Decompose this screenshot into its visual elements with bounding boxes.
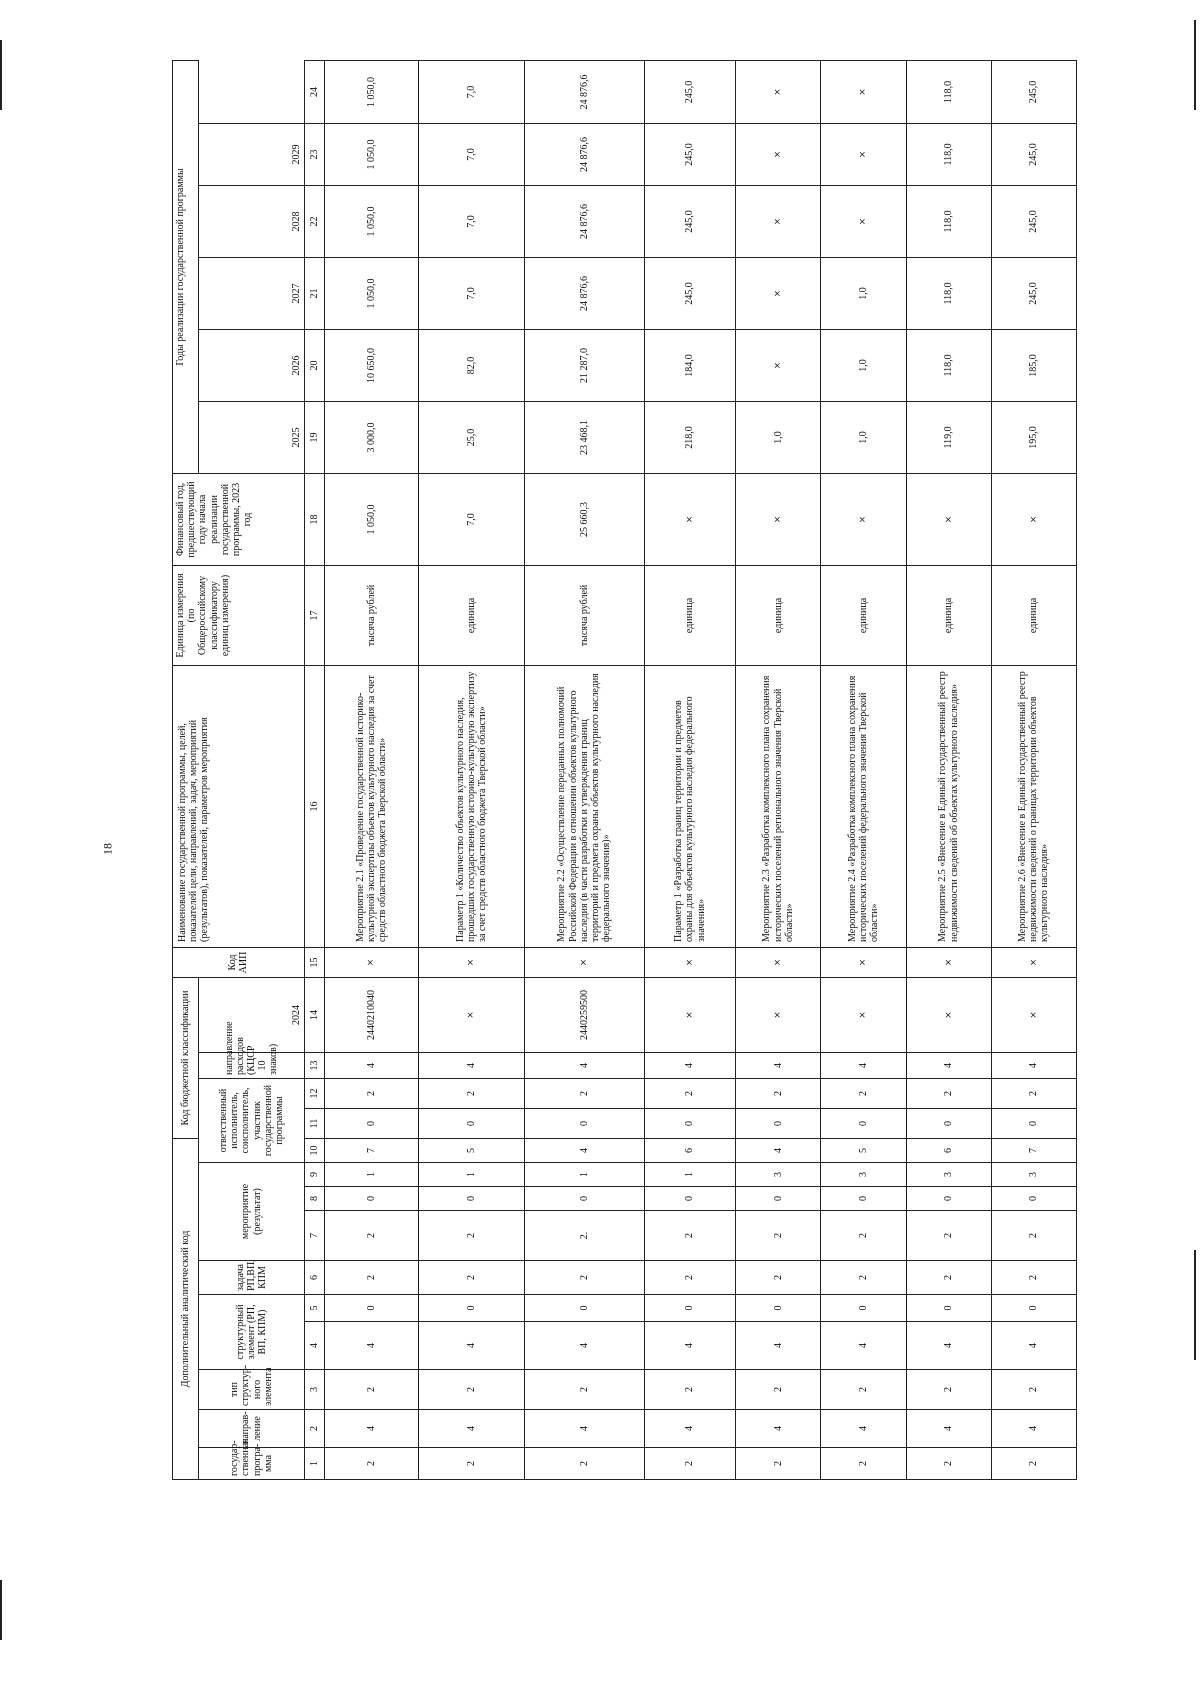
aip-cell: × <box>991 947 1076 977</box>
column-number: 9 <box>304 1163 324 1187</box>
code-cell: 2 <box>736 1261 821 1295</box>
year-value: × <box>736 60 821 123</box>
code-cell: 2 <box>906 1261 991 1295</box>
name-cell: Мероприятие 2.2 «Осуществление переданных полномочий Российской Федерации в отношении объектов культурного наследия (в части разработки и утверждения границ территорий и предмета охраны объектов культурного наследия федерального значения)» <box>525 665 645 947</box>
year-value: × <box>821 123 906 185</box>
code-cell: 4 <box>418 1410 525 1448</box>
year-value: × <box>736 257 821 329</box>
name-cell: Мероприятие 2.3 «Разработка комплексного плана сохранения исторических поселений регионального значения Тверской области» <box>736 665 821 947</box>
table-row <box>418 60 525 1479</box>
code-cell: 0 <box>525 1187 645 1211</box>
code-cell: 2 <box>906 1078 991 1108</box>
code-cell: 4 <box>525 1052 645 1078</box>
code-cell: 2 <box>736 1370 821 1410</box>
year-value: 245,0 <box>991 185 1076 257</box>
year-value: 82,0 <box>418 329 525 401</box>
code-cell: 0 <box>644 1295 735 1322</box>
code-cell: 4 <box>991 1410 1076 1448</box>
year-value: × <box>736 185 821 257</box>
code-cell: 2 <box>736 1448 821 1480</box>
scan-border-mark <box>1194 1250 1196 1360</box>
code-cell: 2 <box>525 1370 645 1410</box>
code-cell: 3 <box>906 1163 991 1187</box>
header-structural-element: структурный элемент (РП, ВП, КПМ) <box>199 1295 305 1370</box>
base-year-value: × <box>906 473 991 565</box>
kcsr-cell: × <box>644 977 735 1052</box>
year-value: 7,0 <box>418 123 525 185</box>
unit-cell: единица <box>906 565 991 665</box>
column-number: 20 <box>304 329 324 401</box>
name-cell: Мероприятие 2.4 «Разработка комплексного плана сохранения исторических поселений федерального значения Тверской области» <box>821 665 906 947</box>
code-cell: 2 <box>821 1211 906 1261</box>
code-cell: 1 <box>325 1163 418 1187</box>
column-number: 3 <box>304 1370 324 1410</box>
kcsr-cell: × <box>418 977 525 1052</box>
code-cell: 4 <box>736 1322 821 1370</box>
year-value: 7,0 <box>418 185 525 257</box>
code-cell: 4 <box>525 1138 645 1162</box>
year-value: 24 876,6 <box>525 185 645 257</box>
code-cell: 0 <box>991 1108 1076 1138</box>
unit-cell: единица <box>821 565 906 665</box>
program-table <box>172 60 1077 1480</box>
header-year: 2024 <box>199 977 305 1052</box>
code-cell: 2 <box>906 1370 991 1410</box>
unit-cell: тысяча рублей <box>525 565 645 665</box>
code-cell: 5 <box>418 1138 525 1162</box>
code-cell: 3 <box>736 1163 821 1187</box>
base-year-value: 1 050,0 <box>325 473 418 565</box>
code-cell: 4 <box>821 1052 906 1078</box>
code-cell: 2 <box>644 1211 735 1261</box>
code-cell: 2 <box>418 1448 525 1480</box>
code-cell: 2 <box>821 1261 906 1295</box>
code-cell: 4 <box>906 1322 991 1370</box>
code-cell: 0 <box>736 1295 821 1322</box>
unit-cell: единица <box>736 565 821 665</box>
code-cell: 4 <box>325 1410 418 1448</box>
code-cell: 2 <box>906 1211 991 1261</box>
code-cell: 0 <box>736 1187 821 1211</box>
year-value: 185,0 <box>991 329 1076 401</box>
unit-cell: единица <box>644 565 735 665</box>
code-cell: 0 <box>906 1295 991 1322</box>
column-number: 7 <box>304 1211 324 1261</box>
scan-border-mark <box>0 1580 2 1640</box>
scan-border-mark <box>0 40 2 110</box>
kcsr-cell: × <box>991 977 1076 1052</box>
year-value: 1,0 <box>821 401 906 473</box>
aip-cell: × <box>736 947 821 977</box>
year-value: 25,0 <box>418 401 525 473</box>
aip-cell: × <box>644 947 735 977</box>
header-year: 2029 <box>199 123 305 185</box>
header-state-program: государ-ственная програ-мма <box>199 1448 305 1480</box>
code-cell: 0 <box>991 1295 1076 1322</box>
code-cell: 0 <box>906 1187 991 1211</box>
code-cell: 0 <box>418 1108 525 1138</box>
code-cell: 1 <box>418 1163 525 1187</box>
column-number: 4 <box>304 1322 324 1370</box>
header-years: Годы реализации государственной программы <box>173 60 199 473</box>
code-cell: 0 <box>325 1108 418 1138</box>
year-value: 1 050,0 <box>325 257 418 329</box>
column-number: 16 <box>304 665 324 947</box>
code-cell: 7 <box>991 1138 1076 1162</box>
code-cell: 4 <box>525 1322 645 1370</box>
column-number: 15 <box>304 947 324 977</box>
column-number: 2 <box>304 1410 324 1448</box>
code-cell: 2 <box>991 1448 1076 1480</box>
code-cell: 4 <box>418 1052 525 1078</box>
code-cell: 2 <box>418 1078 525 1108</box>
code-cell: 2 <box>325 1211 418 1261</box>
code-cell: 2 <box>644 1370 735 1410</box>
code-cell: 4 <box>991 1052 1076 1078</box>
code-cell: 4 <box>991 1322 1076 1370</box>
base-year-value: × <box>736 473 821 565</box>
column-number: 17 <box>304 565 324 665</box>
base-year-value: 25 660,3 <box>525 473 645 565</box>
table-row <box>821 60 906 1479</box>
column-number: 1 <box>304 1448 324 1480</box>
year-value: 245,0 <box>644 257 735 329</box>
code-cell: 6 <box>906 1138 991 1162</box>
code-cell: 2 <box>325 1370 418 1410</box>
code-cell: 0 <box>991 1187 1076 1211</box>
column-number: 23 <box>304 123 324 185</box>
code-cell: 2 <box>991 1261 1076 1295</box>
header-unit: Единица измерения (по Общероссийскому классификатору единиц измерения) <box>173 565 305 665</box>
year-value: 21 287,0 <box>525 329 645 401</box>
column-number: 19 <box>304 401 324 473</box>
code-cell: 2 <box>325 1448 418 1480</box>
year-value: 24 876,6 <box>525 60 645 123</box>
year-value: 245,0 <box>991 257 1076 329</box>
code-cell: 2 <box>736 1078 821 1108</box>
code-cell: 2 <box>418 1261 525 1295</box>
code-cell: 2 <box>821 1370 906 1410</box>
header-budget-code: Код бюджетной классификации <box>173 977 199 1138</box>
year-value: 118,0 <box>906 329 991 401</box>
header-row-1 <box>173 60 199 1479</box>
kcsr-cell: × <box>821 977 906 1052</box>
code-cell: 2 <box>525 1448 645 1480</box>
base-year-value: × <box>644 473 735 565</box>
header-aip-code: Код АИП <box>173 947 305 977</box>
year-value: 119,0 <box>906 401 991 473</box>
header-responsible: ответственный исполнитель, соисполнитель, участник государственной программы <box>199 1078 305 1162</box>
column-number: 8 <box>304 1187 324 1211</box>
header-year: 2026 <box>199 329 305 401</box>
code-cell: 0 <box>736 1108 821 1138</box>
code-cell: 0 <box>644 1108 735 1138</box>
code-cell: 2 <box>821 1448 906 1480</box>
code-cell: 0 <box>821 1187 906 1211</box>
code-cell: 4 <box>418 1322 525 1370</box>
header-expense-direction: направление расходов (КЦСР 10 знаков) <box>199 1052 305 1078</box>
aip-cell: × <box>525 947 645 977</box>
code-cell: 1 <box>525 1163 645 1187</box>
header-task: задача РП,ВП, КПМ <box>199 1261 305 1295</box>
kcsr-cell: 2440259500 <box>525 977 645 1052</box>
year-value: 23 468,1 <box>525 401 645 473</box>
year-value: 118,0 <box>906 123 991 185</box>
name-cell: Мероприятие 2.1 «Проведение государственной историко-культурной экспертизы объектов культурного наследия за счет средств областного бюджета Тверской области» <box>325 665 418 947</box>
table-row <box>644 60 735 1479</box>
header-base-year: Финансовый год, предшествующий году начала реализации государственной программы, 2023 год <box>173 473 305 565</box>
code-cell: 0 <box>525 1108 645 1138</box>
header-event-result: мероприятие (результат) <box>199 1163 305 1261</box>
code-cell: 2 <box>325 1261 418 1295</box>
year-value: × <box>736 123 821 185</box>
code-cell: 0 <box>906 1108 991 1138</box>
year-value: 245,0 <box>991 123 1076 185</box>
year-value: × <box>821 185 906 257</box>
code-cell: 4 <box>821 1410 906 1448</box>
code-cell: 2 <box>991 1078 1076 1108</box>
year-value: 1,0 <box>821 257 906 329</box>
code-cell: 0 <box>644 1187 735 1211</box>
code-cell: 2 <box>418 1211 525 1261</box>
code-cell: 2 <box>644 1078 735 1108</box>
aip-cell: × <box>418 947 525 977</box>
year-value: 1 050,0 <box>325 60 418 123</box>
name-cell: Параметр 1 «Количество объектов культурного наследия, прошедших государственную историко-культурную экспертизу за счет средств областного бюджета Тверской области» <box>418 665 525 947</box>
scan-border-mark <box>1194 20 1196 110</box>
code-cell: 4 <box>325 1052 418 1078</box>
rotated-table-container <box>172 74 1077 1480</box>
code-cell: 0 <box>525 1295 645 1322</box>
year-value: 118,0 <box>906 185 991 257</box>
header-direction: направ-ление <box>199 1410 305 1448</box>
column-number: 6 <box>304 1261 324 1295</box>
code-cell: 2 <box>525 1261 645 1295</box>
code-cell: 0 <box>325 1187 418 1211</box>
year-value: 245,0 <box>991 60 1076 123</box>
name-cell: Параметр 1 «Разработка границ территории и предметов охраны для объектов культурного наследия федерального значения» <box>644 665 735 947</box>
code-cell: 2 <box>736 1211 821 1261</box>
column-number: 11 <box>304 1108 324 1138</box>
year-value: 118,0 <box>906 257 991 329</box>
code-cell: 5 <box>821 1138 906 1162</box>
header-element-type: тип структур-ного элемента <box>199 1370 305 1410</box>
column-number: 10 <box>304 1138 324 1162</box>
code-cell: 4 <box>325 1322 418 1370</box>
code-cell: 0 <box>418 1187 525 1211</box>
year-value: 1,0 <box>821 329 906 401</box>
name-cell: Мероприятие 2.5 «Внесение в Единый государственный реестр недвижимости сведений об объектах культурного наследия» <box>906 665 991 947</box>
code-cell: 2 <box>821 1078 906 1108</box>
code-cell: 4 <box>821 1322 906 1370</box>
year-value: 245,0 <box>644 60 735 123</box>
table-body <box>325 60 1077 1479</box>
year-value: 10 650,0 <box>325 329 418 401</box>
table-row <box>991 60 1076 1479</box>
kcsr-cell: 2440210040 <box>325 977 418 1052</box>
code-cell: 2. <box>525 1211 645 1261</box>
base-year-value: 7,0 <box>418 473 525 565</box>
aip-cell: × <box>906 947 991 977</box>
code-cell: 4 <box>906 1410 991 1448</box>
name-cell: Мероприятие 2.6 «Внесение в Единый государственный реестр недвижимости сведений о границах территории объектов культурного наследия» <box>991 665 1076 947</box>
column-number: 18 <box>304 473 324 565</box>
code-cell: 4 <box>644 1410 735 1448</box>
code-cell: 2 <box>644 1261 735 1295</box>
year-value: 1,0 <box>736 401 821 473</box>
column-number: 5 <box>304 1295 324 1322</box>
year-value: 245,0 <box>644 185 735 257</box>
year-value: 24 876,6 <box>525 123 645 185</box>
code-cell: 4 <box>525 1410 645 1448</box>
column-number: 24 <box>304 60 324 123</box>
code-cell: 6 <box>644 1138 735 1162</box>
code-cell: 4 <box>644 1052 735 1078</box>
aip-cell: × <box>325 947 418 977</box>
column-number-row <box>304 60 324 1479</box>
year-value: 184,0 <box>644 329 735 401</box>
code-cell: 2 <box>991 1211 1076 1261</box>
header-name: Наименование государственной программы, целей, показателей цели, направлений, задач, мероприятий (результатов), показателей, параметров мероприятия <box>173 665 305 947</box>
header-year: 2025 <box>199 401 305 473</box>
column-number: 13 <box>304 1052 324 1078</box>
year-value: 195,0 <box>991 401 1076 473</box>
table-row <box>325 60 418 1479</box>
year-value: 1 050,0 <box>325 123 418 185</box>
code-cell: 4 <box>644 1322 735 1370</box>
year-value: 24 876,6 <box>525 257 645 329</box>
unit-cell: единица <box>418 565 525 665</box>
code-cell: 0 <box>325 1295 418 1322</box>
header-additional-code: Дополнительный аналитический код <box>173 1138 199 1479</box>
year-value: 1 050,0 <box>325 185 418 257</box>
code-cell: 2 <box>418 1370 525 1410</box>
year-value: × <box>736 329 821 401</box>
page-number: 18 <box>100 843 115 855</box>
code-cell: 0 <box>821 1108 906 1138</box>
unit-cell: единица <box>991 565 1076 665</box>
year-value: 7,0 <box>418 257 525 329</box>
code-cell: 4 <box>906 1052 991 1078</box>
kcsr-cell: × <box>906 977 991 1052</box>
year-value: 118,0 <box>906 60 991 123</box>
year-value: × <box>821 60 906 123</box>
code-cell: 3 <box>821 1163 906 1187</box>
code-cell: 4 <box>736 1138 821 1162</box>
code-cell: 0 <box>418 1295 525 1322</box>
column-number: 22 <box>304 185 324 257</box>
year-value: 218,0 <box>644 401 735 473</box>
code-cell: 7 <box>325 1138 418 1162</box>
kcsr-cell: × <box>736 977 821 1052</box>
year-value: 3 000,0 <box>325 401 418 473</box>
table-row <box>736 60 821 1479</box>
year-value: 245,0 <box>644 123 735 185</box>
base-year-value: × <box>991 473 1076 565</box>
table-row <box>525 60 645 1479</box>
header-year: 2028 <box>199 185 305 257</box>
unit-cell: тысяча рублей <box>325 565 418 665</box>
table-row <box>906 60 991 1479</box>
code-cell: 2 <box>644 1448 735 1480</box>
header-year: 2027 <box>199 257 305 329</box>
column-number: 12 <box>304 1078 324 1108</box>
code-cell: 4 <box>736 1052 821 1078</box>
code-cell: 0 <box>821 1295 906 1322</box>
column-number: 21 <box>304 257 324 329</box>
code-cell: 1 <box>644 1163 735 1187</box>
year-value: 7,0 <box>418 60 525 123</box>
aip-cell: × <box>821 947 906 977</box>
code-cell: 3 <box>991 1163 1076 1187</box>
code-cell: 2 <box>525 1078 645 1108</box>
base-year-value: × <box>821 473 906 565</box>
column-number: 14 <box>304 977 324 1052</box>
code-cell: 2 <box>906 1448 991 1480</box>
code-cell: 4 <box>736 1410 821 1448</box>
code-cell: 2 <box>991 1370 1076 1410</box>
code-cell: 2 <box>325 1078 418 1108</box>
